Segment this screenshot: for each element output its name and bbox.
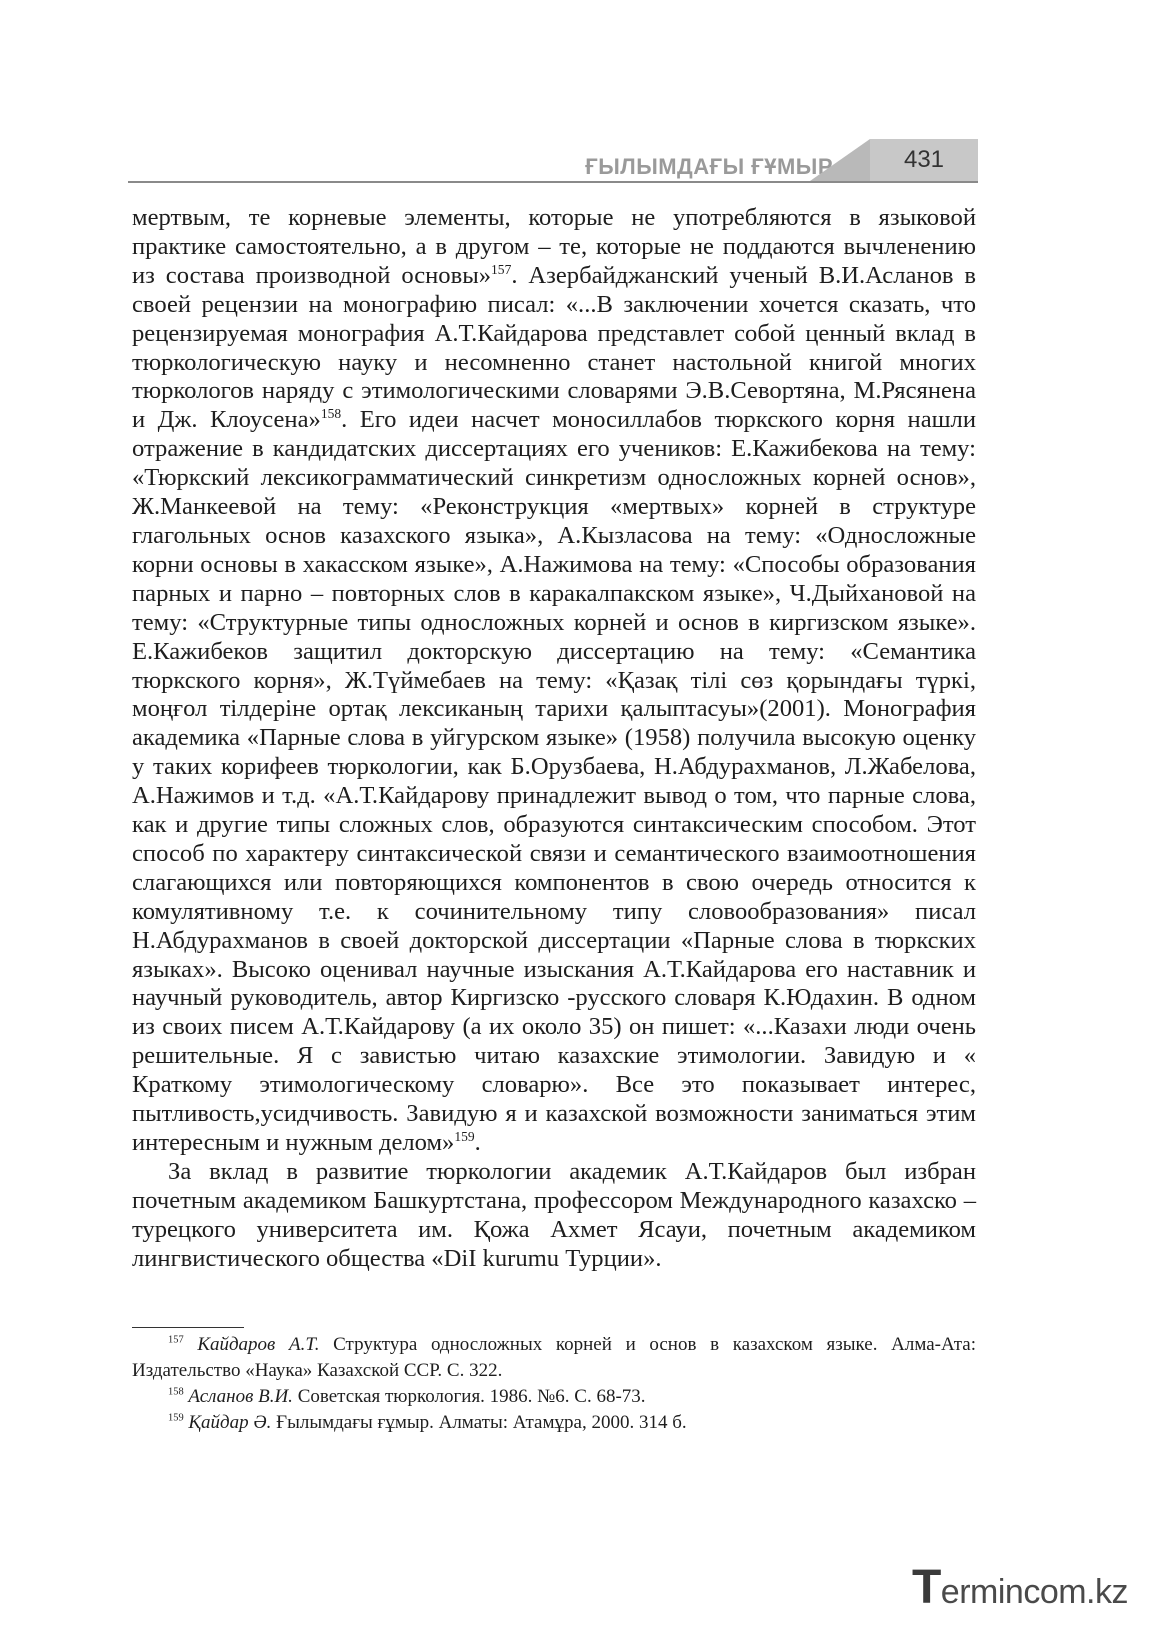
footnote-text: Ғылымдағы ғұмыр. Алматы: Атамұра, 2000. 314 б.	[271, 1412, 687, 1433]
footnote-ref-157: 157	[491, 261, 512, 277]
page-number: 431	[903, 146, 945, 173]
text-run: мертвым, те корневые элементы, которые не употребляются в языковой практике самостоятельно, а в другом – те, которые не поддаются вычленению из состава производной основы»	[132, 204, 976, 289]
paragraph-1	[132, 204, 976, 1158]
running-title: ҒЫЛЫМДАҒЫ ҒҰМЫР	[585, 154, 833, 179]
page-tab-wedge	[810, 139, 870, 181]
footnote-157	[132, 1332, 976, 1384]
footnote-ref-159: 159	[454, 1128, 475, 1144]
footnotes	[132, 1332, 976, 1436]
page-number-tab	[870, 139, 978, 181]
watermark-text: ermincom.kz	[940, 1573, 1128, 1611]
footnote-number: 157	[168, 1334, 184, 1346]
text-run: . Его идеи насчет моносиллабов тюркского корня нашли отражение в кандидатских диссертациях его учеников: Е.Кажибекова на тему: «Тюркский лексикограмматический синкретизм односложных корней основ», Ж.Манкеевой на тему: «Реконструкция «мертвых» корней в структуре глагольных основ казахского языка», А.Кызласова на тему: «Односложные корни основы в хакасском языке», А.Нажимова на тему: «Способы образования парных и парно – повторных слов в каракалпакском языке», Ч.Дыйхановой на тему: «Структурные типы односложных корней и основ в киргизском языке». Е.Кажибеков защитил докторскую диссертацию на тему: «Семантика тюркского корня», Ж.Түймебаев на тему: «Қазақ тілі сөз қорындағы түркі, моңғол тілдеріне ортақ лексиканың тарихи қалыптасуы»(2001). Монография академика «Парные слова в уйгурском языке» (1958) получила высокую оценку у таких корифеев тюркологии, как Б.Орузбаева, Н.Абдурахманов, Л.Жабелова, А.Нажимов и т.д. «А.Т.Кайдарову принадлежит вывод о том, что парные слова, как и другие типы сложных слов, образуются синтаксическим способом. Этот способ по характеру синтаксической связи и семантического взаимоотношения слагающихся или повторяющихся компонентов в свою очередь относится к комулятивному т.е. к сочинительному типу словообразования» писал Н.Абдурахманов в своей докторской диссертации «Парные слова в тюркских языках». Высоко оценивал научные изыскания А.Т.Кайдарова его наставник и научный руководитель, автор Киргизско -русского словаря К.Юдахин. В одном из своих писем А.Т.Кайдарову (а их около 35) он пишет: «...Казахи люди очень решительные. Я с завистью читаю казахские этимологии. Завидую и « Краткому этимологическому словарю». Все это показывает интерес, пытливость,усидчивость. Завидую я и казахской возможности заниматься этим интересным и нужным делом»	[132, 406, 976, 1156]
body-text	[132, 204, 976, 1274]
footnote-author: Асланов В.И.	[188, 1386, 293, 1407]
footnote-159	[132, 1410, 976, 1436]
paragraph-2: За вклад в развитие тюркологии академик А.Т.Кайдаров был избран почетным академиком Башкуртстана, профессором Международного казахско – турецкого университета им. Қожа Ахмет Ясауи, почетным академиком лингвистического общества «DiI kurumu Турции».	[132, 1157, 976, 1272]
site-watermark	[912, 1560, 1128, 1615]
text-run: . Азербайджанский ученый В.И.Асланов в своей рецензии на монографию писал: «...В заключении хочется сказать, что рецензируемая монография А.Т.Кайдарова представлет собой ценный вклад в тюркологическую науку и несомненно станет настольной книгой многих тюркологов наряду с этимологическими словарями Э.В.Севортяна, М.Рясянена и Дж. Клоусена»	[132, 261, 976, 434]
header-rule	[128, 181, 978, 183]
footnote-ref-158: 158	[320, 406, 342, 422]
footnote-number: 158	[168, 1386, 184, 1398]
footnote-author: Кайдаров А.Т.	[197, 1334, 320, 1355]
running-header	[128, 138, 978, 186]
footnote-author: Қайдар Ә.	[188, 1412, 272, 1433]
footnote-separator	[132, 1327, 244, 1328]
footnote-text: Структура односложных корней и основ в казахском языке. Алма-Ата: Издательство «Наука» Казахской ССР. С. 322.	[132, 1334, 977, 1381]
footnote-number: 159	[168, 1412, 184, 1424]
text-run: .	[474, 1129, 481, 1156]
watermark-initial: T	[911, 1561, 941, 1614]
footnote-158	[132, 1384, 976, 1410]
footnote-text: Советская тюркология. 1986. №6. С. 68-73.	[292, 1386, 646, 1407]
